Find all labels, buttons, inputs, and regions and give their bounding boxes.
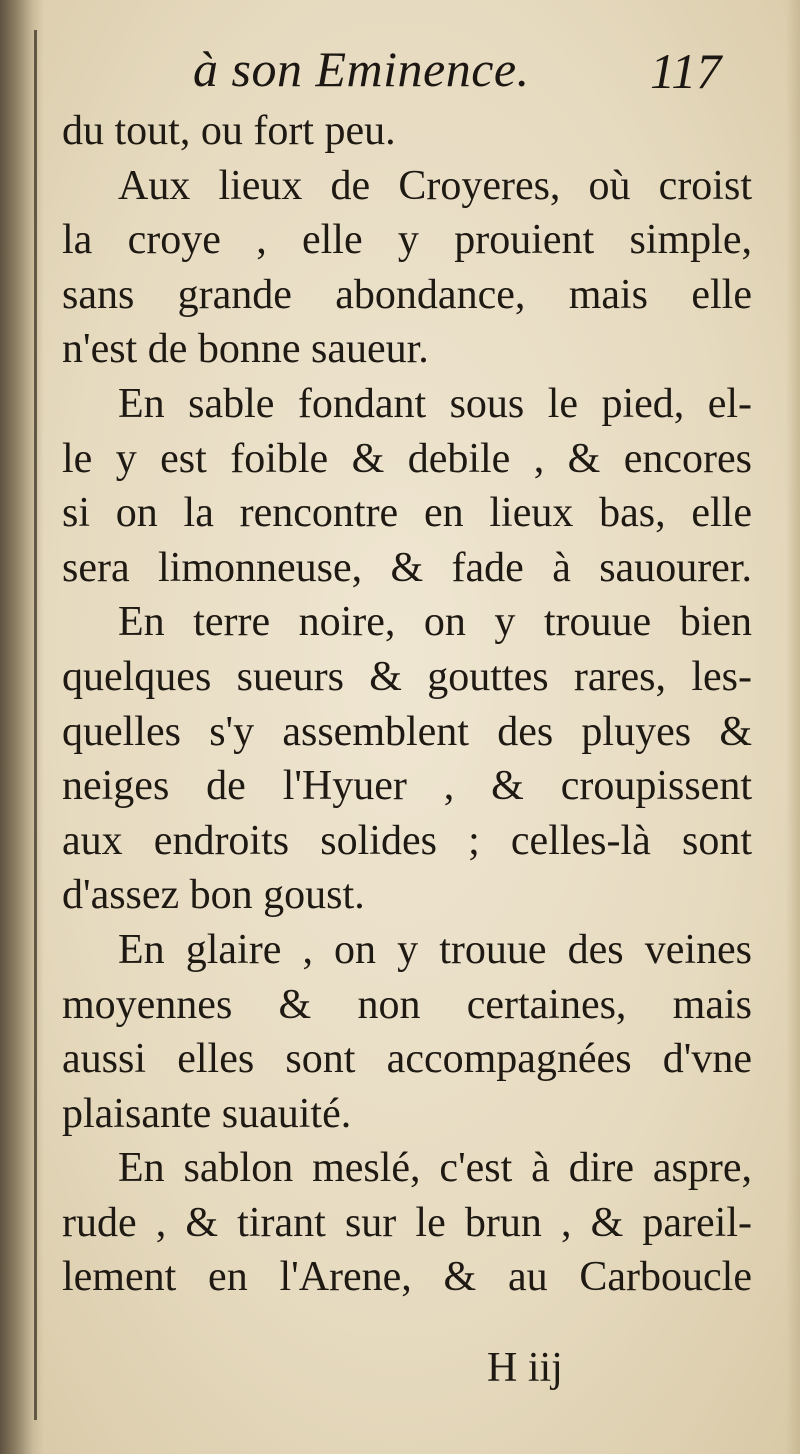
- text-line: le y est foible & debile , & encores: [62, 435, 752, 482]
- text-line: moyennes & non certaines, mais: [62, 981, 752, 1028]
- text-line: si on la rencontre en lieux bas, elle: [62, 490, 752, 537]
- text-line: la croye , elle y prouient simple,: [62, 217, 752, 264]
- text-line: n'est de bonne saueur.: [62, 326, 429, 373]
- text-line: quelques sueurs & gouttes rares, les-: [62, 653, 752, 700]
- page-number: 117: [650, 43, 722, 99]
- gutter-line: [34, 30, 37, 1420]
- text-line: neiges de l'Hyuer , & croupissent: [62, 763, 752, 810]
- text-line: plaisante suauité.: [62, 1090, 352, 1137]
- text-line: En sablon meslé, c'est à dire aspre,: [118, 1145, 752, 1192]
- text-line: Aux lieux de Croyeres, où croist: [118, 162, 752, 209]
- signature-mark: H iij: [487, 1345, 563, 1391]
- page-edge: [786, 0, 800, 1454]
- text-line: sera limonneuse, & fade à sauourer.: [62, 544, 752, 591]
- text-line: aussi elles sont accompagnées d'vne: [62, 1036, 752, 1083]
- page-header: [0, 40, 800, 110]
- text-line: aux endroits solides ; celles-là sont: [62, 817, 752, 864]
- text-line: rude , & tirant sur le brun , & pareil-: [62, 1199, 752, 1246]
- body-text: [62, 104, 752, 1305]
- text-line: lement en l'Arene, & au Carboucle: [62, 1254, 752, 1301]
- text-line: du tout, ou fort peu.: [62, 108, 396, 154]
- text-line: sans grande abondance, mais elle: [62, 271, 752, 318]
- text-line: En sable fondant sous le pied, el-: [118, 380, 752, 427]
- running-head: à son Eminence.: [193, 41, 530, 97]
- book-binding-shadow: [0, 0, 44, 1454]
- text-line: En glaire , on y trouue des veines: [118, 926, 752, 973]
- text-line: d'assez bon goust.: [62, 872, 365, 919]
- text-line: En terre noire, on y trouue bien: [118, 599, 752, 646]
- text-line: quelles s'y assemblent des pluyes &: [62, 708, 752, 755]
